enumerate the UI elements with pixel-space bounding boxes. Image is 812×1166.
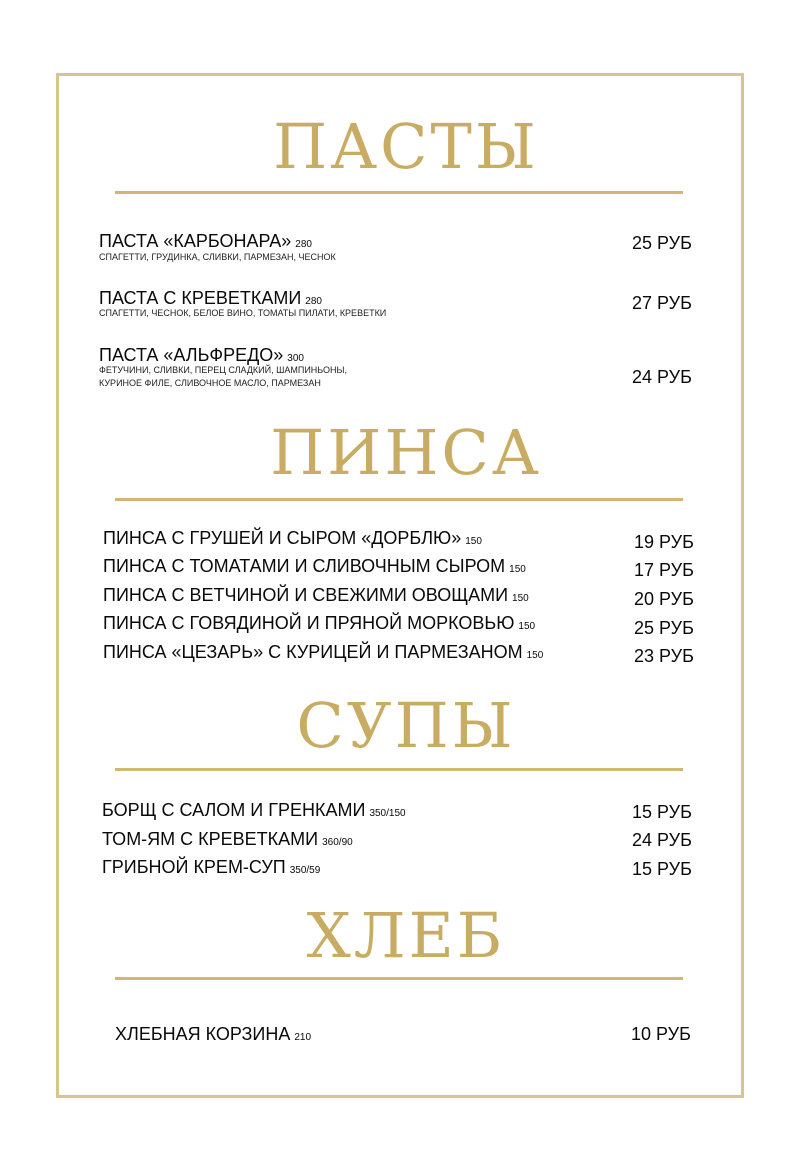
item-ingredients: СПАГЕТТИ, ЧЕСНОК, БЕЛОЕ ВИНО, ТОМАТЫ ПИЛАТИ, КРЕВЕТКИ [99, 308, 387, 318]
item-price: 24 РУБ [632, 830, 692, 850]
item-weight: 150 [518, 621, 536, 632]
item-ingredients: КУРИНОЕ ФИЛЕ, СЛИВОЧНОЕ МАСЛО, ПАРМЕЗАН [99, 378, 321, 388]
item-price: 17 РУБ [634, 560, 694, 580]
menu-item-name: ПИНСА С ГОВЯДИНОЙ И ПРЯНОЙ МОРКОВЬЮ 150 [103, 613, 536, 633]
section-title-pasta: ПАСТЫ [273, 110, 539, 183]
item-price: 24 РУБ [632, 367, 692, 387]
item-price: 19 РУБ [634, 532, 694, 552]
menu-item-name: ПИНСА «ЦЕЗАРЬ» С КУРИЦЕЙ И ПАРМЕЗАНОМ 150 [103, 642, 544, 662]
item-weight: 210 [294, 1032, 312, 1043]
divider-soups [115, 768, 683, 771]
item-weight: 350/150 [369, 808, 406, 819]
item-weight: 150 [509, 564, 526, 575]
item-weight: 280 [305, 296, 322, 307]
item-price: 23 РУБ [634, 646, 694, 666]
menu-item-name: ПИНСА С ТОМАТАМИ И СЛИВОЧНЫМ СЫРОМ 150 [103, 556, 526, 576]
item-price: 20 РУБ [634, 589, 694, 609]
divider-pinsa [115, 498, 683, 501]
item-weight: 150 [465, 536, 482, 547]
divider-bread [115, 977, 683, 980]
item-price: 15 РУБ [632, 802, 692, 822]
menu-item-name: ТОМ-ЯМ С КРЕВЕТКАМИ 360/90 [102, 829, 353, 849]
item-price: 27 РУБ [632, 293, 692, 313]
menu-item-name: ПИНСА С ВЕТЧИНОЙ И СВЕЖИМИ ОВОЩАМИ 150 [103, 585, 529, 605]
item-price: 15 РУБ [632, 859, 692, 879]
menu-item-name: БОРЩ С САЛОМ И ГРЕНКАМИ 350/150 [102, 800, 406, 820]
item-price: 25 РУБ [634, 618, 694, 638]
item-weight: 350/59 [289, 865, 321, 876]
divider-pasta [115, 191, 683, 194]
item-weight: 150 [526, 650, 544, 661]
section-title-pinsa: ПИНСА [270, 416, 542, 489]
menu-item-name: ХЛЕБНАЯ КОРЗИНА 210 [115, 1024, 312, 1044]
menu-item-name: ПИНСА С ГРУШЕЙ И СЫРОМ «ДОРБЛЮ» 150 [103, 528, 482, 548]
item-weight: 360/90 [322, 837, 353, 848]
item-weight: 150 [512, 593, 529, 604]
menu-item-name: ПАСТА «АЛЬФРЕДО» 300 [99, 345, 304, 365]
item-weight: 300 [287, 353, 304, 364]
menu-item-name: ГРИБНОЙ КРЕМ-СУП 350/59 [102, 857, 321, 877]
section-title-bread: ХЛЕБ [306, 899, 506, 972]
item-price: 10 РУБ [631, 1024, 691, 1044]
item-weight: 280 [295, 239, 312, 250]
item-price: 25 РУБ [632, 233, 692, 253]
item-ingredients: ФЕТУЧИНИ, СЛИВКИ, ПЕРЕЦ СЛАДКИЙ, ШАМПИНЬОНЫ, [99, 365, 347, 375]
menu-item-name: ПАСТА «КАРБОНАРА» 280 [99, 231, 312, 251]
item-ingredients: СПАГЕТТИ, ГРУДИНКА, СЛИВКИ, ПАРМЕЗАН, ЧЕСНОК [99, 252, 336, 262]
menu-item-name: ПАСТА С КРЕВЕТКАМИ 280 [99, 288, 322, 308]
section-title-soups: СУПЫ [296, 689, 516, 762]
